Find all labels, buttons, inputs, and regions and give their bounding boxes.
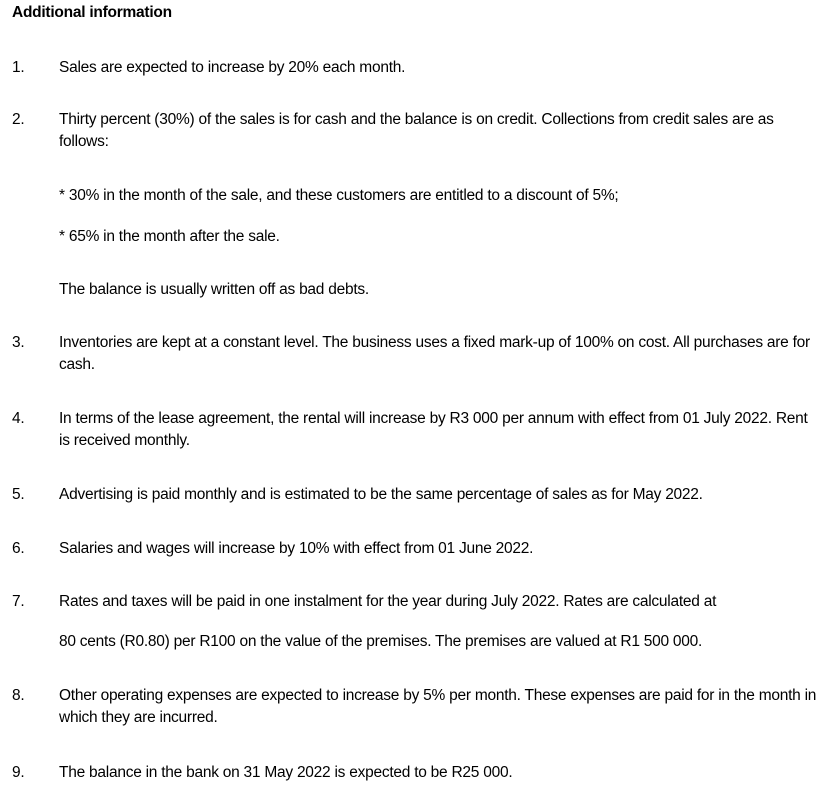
item-number-8: 8. xyxy=(12,687,25,704)
item-2-bullet-1: * 30% in the month of the sale, and these customers are entitled to a discount of 5%; xyxy=(59,187,619,204)
item-3-text: Inventories are kept at a constant level. The business uses a fixed mark-up of 100% on cost. All purchases are for cash. xyxy=(59,334,810,373)
item-2-note: The balance is usually written off as bad debts. xyxy=(59,281,369,298)
item-7-text-continued: 80 cents (R0.80) per R100 on the value of the premises. The premises are valued at R1 500 000. xyxy=(59,633,703,650)
item-7-text: Rates and taxes will be paid in one instalment for the year during July 2022. Rates are calculated at xyxy=(59,593,717,610)
item-number-1: 1. xyxy=(12,59,25,76)
item-2-text: Thirty percent (30%) of the sales is for cash and the balance is on credit. Collections from credit sales are as follows: xyxy=(59,111,774,150)
item-number-2: 2. xyxy=(12,111,25,128)
item-number-4: 4. xyxy=(12,410,25,427)
item-4-text: In terms of the lease agreement, the rental will increase by R3 000 per annum with effect from 01 July 2022. Rent is received monthly. xyxy=(59,410,808,449)
item-6-text: Salaries and wages will increase by 10% with effect from 01 June 2022. xyxy=(59,540,534,557)
section-heading: Additional information xyxy=(12,4,172,21)
item-number-9: 9. xyxy=(12,764,25,781)
item-9-text: The balance in the bank on 31 May 2022 is expected to be R25 000. xyxy=(59,764,513,781)
item-number-3: 3. xyxy=(12,334,25,351)
item-8-text: Other operating expenses are expected to increase by 5% per month. These expenses are paid for in the month in which they are incurred. xyxy=(59,687,817,726)
item-1-text: Sales are expected to increase by 20% each month. xyxy=(59,59,406,76)
item-number-6: 6. xyxy=(12,540,25,557)
item-number-7: 7. xyxy=(12,593,25,610)
item-number-5: 5. xyxy=(12,486,25,503)
item-5-text: Advertising is paid monthly and is estimated to be the same percentage of sales as for May 2022. xyxy=(59,486,703,503)
item-2-bullet-2: * 65% in the month after the sale. xyxy=(59,228,280,245)
